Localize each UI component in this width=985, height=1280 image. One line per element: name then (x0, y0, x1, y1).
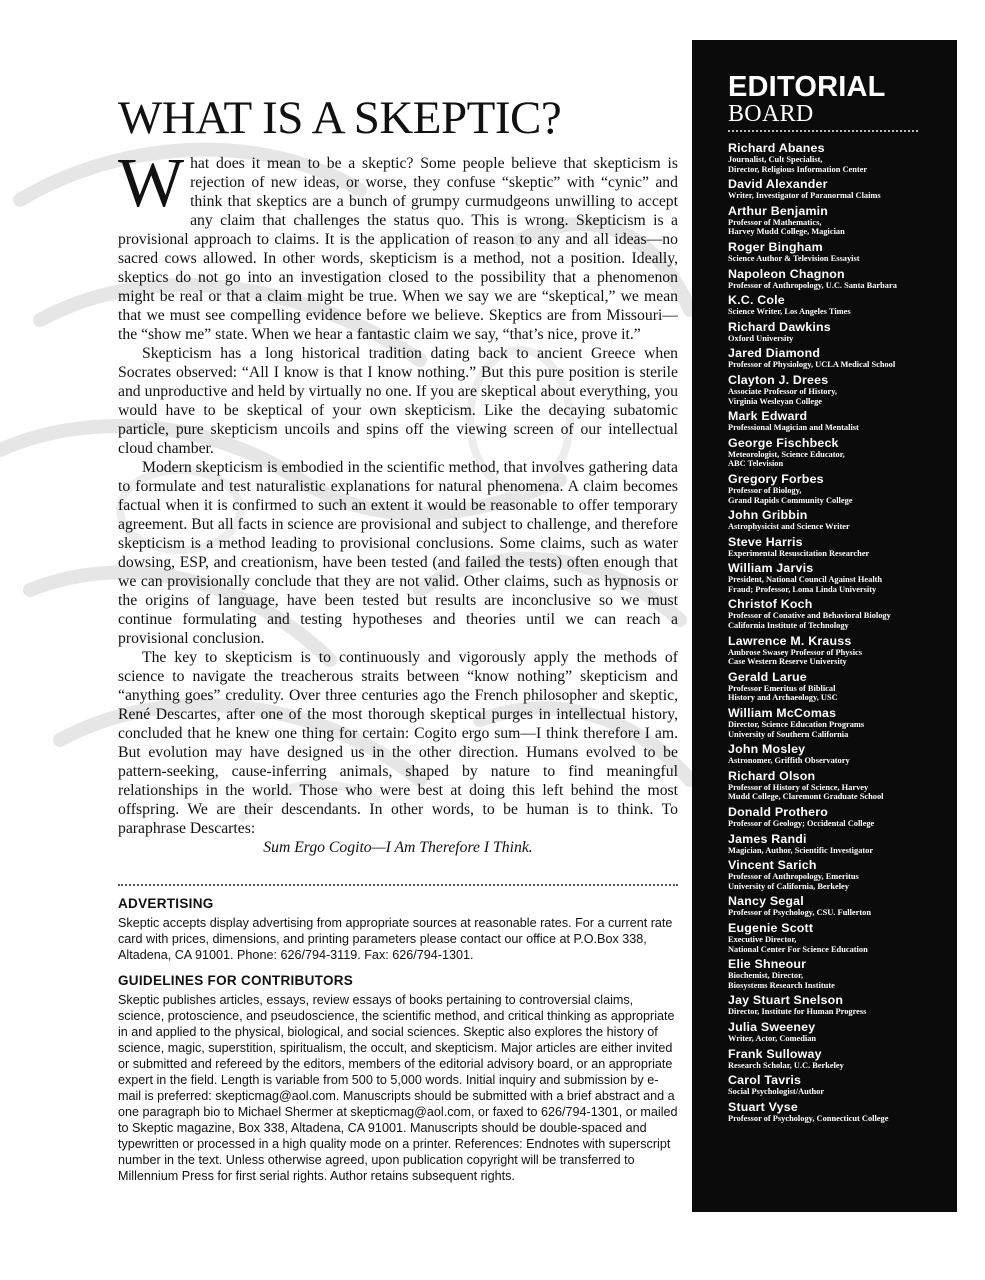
editorial-board-sidebar (692, 40, 957, 1212)
board-member (728, 294, 957, 317)
guidelines-text: Skeptic publishes articles, essays, review essays of books pertaining to controversial claims, science, protoscience, and pseudoscience, the scientific method, and critical thinking as appropriate in and applied to the physical, biological, and social sciences. Skeptic also explores the history of science, magic, superstition, spiritualism, the occult, and skepticism. Major articles are either invited or submitted and refereed by the editors, members of the editorial advisory board, or an appropriate expert in the field. Length is variable from 500 to 5,000 words. Initial inquiry and submission by e-mail is preferred: skepticmag@aol.com. Manuscripts should be submitted with a brief abstract and a one paragraph bio to Michael Shermer at skepticmag@aol.com, or faxed to 626/794-1301, or mailed to Skeptic magazine, Box 338, Altadena, CA 91001. Manuscripts should be double-spaced and typewritten or processed in a high quality mode on a printer. References: Endnotes with superscript number in the text. Unless otherwise agreed, upon publication copyright will be transferred to Millennium Press for first serial rights. Author retains subsequent rights. (118, 993, 678, 1183)
board-member-name: John Mosley (728, 742, 806, 757)
board-member-description: Social Psychologist/Author (728, 1087, 825, 1097)
board-member-description: Professor of Biology, Grand Rapids Community College (728, 485, 853, 505)
board-member (728, 671, 957, 703)
board-member (728, 321, 957, 344)
board-member-name: Jared Diamond (728, 346, 821, 361)
board-member (728, 806, 957, 829)
article-title: WHAT IS A SKEPTIC? (118, 92, 562, 144)
board-member-description: Professional Magician and Mentalist (728, 423, 859, 433)
board-member-name: Stuart Vyse (728, 1099, 798, 1114)
board-member (728, 509, 957, 532)
board-member (728, 707, 957, 739)
board-member-description: Research Scholar, U.C. Berkeley (728, 1060, 844, 1070)
advertising-text: Skeptic accepts display advertising from appropriate sources at reasonable rates. For a current rate card with prices, dimensions, and printing parameters please contact our office at P.O.Box 338, Altadena, CA 91001. Phone: 626/794-3119. Fax: 626/794-1301. (118, 916, 673, 962)
board-member-description: Professor of Conative and Behavioral Biology California Institute of Technology (728, 611, 891, 631)
board-member (728, 635, 957, 667)
board-member-description: Professor of Geology; Occidental College (728, 819, 875, 828)
board-member-name: David Alexander (728, 177, 828, 192)
board-member-description: Ambrose Swasey Professor of Physics Case Western Reserve University (728, 647, 862, 667)
board-member-description: Executive Director, National Center For Science Education (728, 934, 868, 954)
board-member-description: Meteorologist, Science Educator, ABC Television (728, 449, 845, 469)
closing-quote: Sum Ergo Cogito—I Am Therefore I Think. (263, 839, 533, 856)
paragraph-1-text: hat does it mean to be a skeptic? Some people believe that skepticism is rejection of new ideas, or worse, they confuse “skeptic” with “cynic” and think that skeptics are a bunch of grumpy curmudgeons unwilling to accept any claim that challenges the status quo. This is wrong. Skepticism is a provisional approach to claims. It is the application of reason to any and all ideas—no sacred cows allowed. In other words, skepticism is a method, not a position. Ideally, skeptics do not go into an investigation closed to the possibility that a phenomenon might be real or that a claim might be true. When we say we are “skeptical,” we mean that we must see compelling evidence before we believe. Skeptics are from Missouri—the “show me” state. When we hear a fantastic claim we say, “that’s nice, prove it.” (118, 155, 678, 343)
board-member-description: Astronomer, Griffith Observatory (728, 756, 850, 766)
board-member-list (728, 142, 957, 1123)
board-member-name: Nancy Segal (728, 894, 804, 909)
board-member-name: Donald Prothero (728, 805, 829, 819)
board-member-description: Professor of Psychology, Connecticut College (728, 1113, 889, 1123)
board-member (728, 958, 957, 990)
article-paragraph-3: Modern skepticism is embodied in the scientific method, that involves gathering data to formulate and test naturalistic explanations for natural phenomena. A claim becomes factual when it is confirmed to such an extent it would be reasonable to offer temporary agreement. But all facts in science are provisional and subject to challenge, and therefore skepticism is a method leading to provisional conclusions. Some claims, such as water dowsing, ESP, and creationism, have been tested (and failed the tests) often enough that we can provisionally conclude that they are not valid. Other claims, such as hypnosis or the origins of language, have been tested but results are inconclusive so we must continue formulating and testing hypotheses and theories until we can reach a provisional conclusion. (118, 459, 678, 647)
board-member-description: Oxford University (728, 333, 794, 343)
board-member-description: Director, Institute for Human Progress (728, 1007, 867, 1017)
board-member-name: Roger Bingham (728, 239, 823, 254)
board-member-name: Napoleon Chagnon (728, 266, 845, 281)
board-member-name: Mark Edward (728, 409, 808, 424)
board-member (728, 142, 957, 174)
article-paragraph-1 (118, 145, 678, 344)
board-member-name: William McComas (728, 706, 837, 721)
board-member-name: Julia Sweeney (728, 1019, 816, 1034)
board-member (728, 833, 957, 856)
board-member-description: Journalist, Cult Specialist, Director, Religious Information Center (728, 155, 868, 174)
board-member-description: Writer, Actor, Comedian (728, 1033, 817, 1043)
board-member-description: Experimental Resuscitation Researcher (728, 548, 870, 558)
board-member (728, 1101, 957, 1124)
board-member-description: Director, Science Education Programs University of Southern California (728, 720, 865, 739)
board-member-name: Gregory Forbes (728, 471, 824, 486)
board-member-name: Christof Koch (728, 597, 813, 612)
board-member (728, 473, 957, 505)
board-member (728, 241, 957, 264)
board-member-description: Astrophysicist and Science Writer (728, 522, 850, 532)
board-member-name: Carol Tavris (728, 1073, 802, 1088)
article (118, 90, 678, 857)
board-subtitle: BOARD (728, 101, 814, 127)
board-member-name: James Randi (728, 831, 807, 846)
article-body (118, 145, 678, 857)
advertising-heading: ADVERTISING (118, 896, 214, 911)
board-member-name: Vincent Sarich (728, 858, 817, 873)
board-member-description: Professor of Physiology, UCLA Medical School (728, 360, 896, 370)
board-member (728, 536, 957, 559)
board-member (728, 770, 957, 802)
board-member-description: Science Writer, Los Angeles Times (728, 307, 851, 317)
board-member (728, 598, 957, 630)
article-paragraph-4: The key to skepticism is to continuously and vigorously apply the methods of science to navigate the treacherous straits between “know nothing” skepticism and “anything goes” credulity. Over three centuries ago the French philosopher and skeptic, René Descartes, after one of the most thorough skeptical purges in intellectual history, concluded that he knew one thing for certain: Cogito ergo sum—I think therefore I am. But evolution may have designed us in the other direction. Humans evolved to be pattern-seeking, cause-inferring animals, shaped by nature to find meaningful relationships in the world. Those who were best at doing this left behind the most offspring. We are their descendants. In other words, to be human is to think. To paraphrase Descartes: (118, 649, 678, 837)
section-divider (118, 884, 678, 886)
board-member-name: Richard Abanes (728, 141, 825, 155)
board-member-name: Arthur Benjamin (728, 203, 829, 218)
board-member-description: Biochemist, Director, Biosystems Research Institute (728, 971, 835, 990)
board-member-description: Professor of Psychology, CSU. Fullerton (728, 908, 871, 918)
board-member-name: Frank Sulloway (728, 1046, 822, 1061)
board-member (728, 895, 957, 918)
board-member-description: Associate Professor of History, Virginia Wesleyan College (728, 386, 838, 406)
board-member-name: Jay Stuart Snelson (728, 993, 844, 1008)
board-member-name: Clayton J. Drees (728, 372, 829, 387)
board-member (728, 410, 957, 433)
board-member-name: Elie Shneour (728, 957, 807, 972)
board-member-name: Richard Olson (728, 768, 816, 783)
board-member (728, 178, 957, 201)
board-member-description: Professor of Anthropology, U.C. Santa Barbara (728, 280, 897, 290)
article-paragraph-2: Skepticism has a long historical tradition dating back to ancient Greece when Socrates observed: “All I know is that I know nothing.” But this pure position is sterile and unproductive and held by virtually no one. If you are skeptical about everything, you would have to be skeptical of your own skepticism. Like the decaying subatomic particle, pure skepticism uncoils and spins off the viewing screen of our intellectual cloud chamber. (118, 345, 678, 457)
board-member (728, 1048, 957, 1071)
guidelines-heading: GUIDELINES FOR CONTRIBUTORS (118, 973, 354, 988)
board-member (728, 205, 957, 237)
board-member (728, 1074, 957, 1097)
board-member (728, 437, 957, 469)
board-member (728, 1021, 957, 1044)
board-member-description: Science Author & Television Essayist (728, 253, 860, 263)
board-member-description: Professor Emeritus of Biblical History and Archaeology, USC (728, 683, 838, 703)
board-member (728, 859, 957, 891)
board-member-name: Steve Harris (728, 534, 803, 549)
board-member-description: Writer, Investigator of Paranormal Claims (728, 191, 881, 201)
board-member-description: Professor of Mathematics, Harvey Mudd College, Magician (728, 217, 845, 237)
board-member-name: Lawrence M. Krauss (728, 633, 852, 648)
board-member-description: Professor of History of Science, Harvey Mudd College, Claremont Graduate School (728, 782, 884, 802)
board-member-name: William Jarvis (728, 561, 814, 576)
board-member-name: George Fischbeck (728, 435, 839, 450)
board-member-name: John Gribbin (728, 508, 808, 523)
board-member-name: Richard Dawkins (728, 319, 831, 334)
board-member (728, 743, 957, 766)
board-member-name: K.C. Cole (728, 293, 785, 308)
board-member-name: Gerald Larue (728, 669, 807, 684)
board-divider (728, 130, 918, 132)
drop-cap: W (118, 145, 185, 222)
board-member (728, 374, 957, 406)
board-member (728, 994, 957, 1017)
board-member-description: Magician, Author, Scientific Investigator (728, 845, 874, 855)
board-member (728, 268, 957, 291)
board-member (728, 922, 957, 954)
board-member (728, 347, 957, 370)
board-title: EDITORIAL (728, 71, 886, 103)
board-member-description: Professor of Anthropology, Emeritus University of California, Berkeley (728, 872, 859, 891)
notes-section (118, 896, 678, 1194)
board-member-name: Eugenie Scott (728, 920, 814, 935)
board-member (728, 562, 957, 594)
board-member-description: President, National Council Against Health Fraud; Professor, Loma Linda University (728, 575, 883, 594)
